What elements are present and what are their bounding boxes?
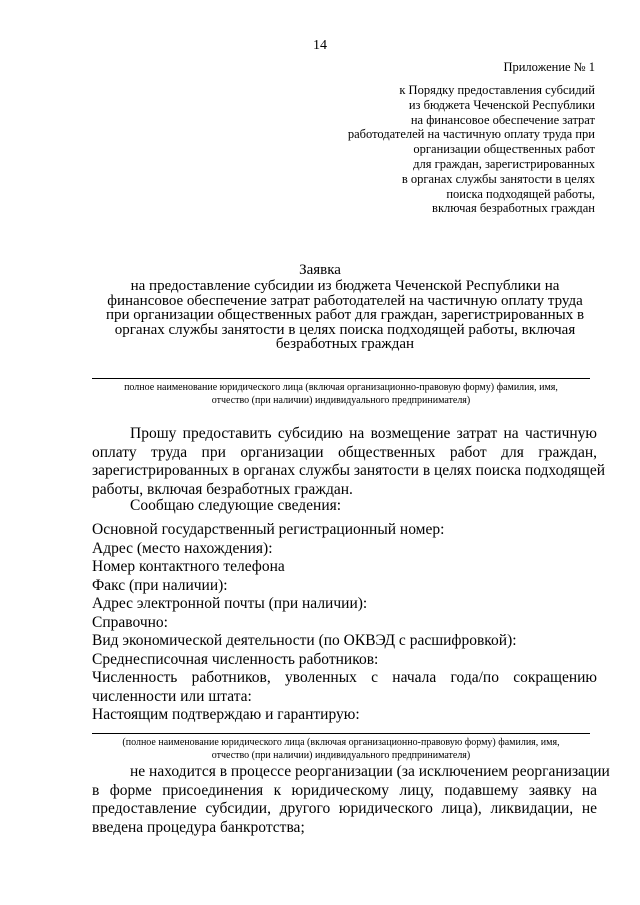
application-subtitle	[90, 279, 600, 352]
caption-line: отчество (при наличии) индивидуального предпринимателя)	[211, 750, 471, 761]
subtitle-line: финансовое обеспечение затрат работодателей на частичную оплату труда	[107, 292, 583, 309]
field-okved: Вид экономической деятельности (по ОКВЭД с расшифровкой):	[92, 632, 517, 649]
appendix-line: включая безработных граждан	[432, 201, 595, 216]
field-headcount: Среднесписочная численность работников:	[92, 650, 379, 668]
field-ogrn: Основной государственный регистрационный номер:	[92, 521, 445, 538]
caption-line: (полное наименование юридического лица (включая организационно-правовую форму) фамилия, имя,	[122, 737, 560, 748]
subtitle-line: безработных граждан	[275, 336, 415, 352]
field-fax: Факс (при наличии):	[92, 576, 228, 594]
field-email: Адрес электронной почты (при наличии):	[92, 595, 368, 612]
subtitle-line: на предоставление субсидии из бюджета Чеченской Республики на	[130, 278, 560, 294]
applicant-fields	[92, 521, 597, 725]
guarantor-name-caption	[92, 736, 590, 762]
application-title: Заявка	[299, 262, 341, 278]
guarantor-name-line	[92, 733, 590, 734]
field-reference: Справочно:	[92, 613, 168, 631]
appendix-line: к Порядку предоставления субсидий	[399, 83, 595, 97]
appendix-line: поиска подходящей работы,	[446, 186, 595, 201]
appendix-title: Приложение № 1	[503, 60, 595, 74]
info-intro	[92, 497, 597, 516]
field-dismissed-cont: численности или штата:	[92, 687, 252, 705]
reorganization-paragraph	[92, 763, 610, 837]
paragraph-line: не находится в процессе реорганизации (за исключением реорганизации	[130, 763, 610, 780]
subtitle-line: при организации общественных работ для граждан, зарегистрированных в	[105, 307, 585, 323]
applicant-name-line	[92, 378, 590, 379]
paragraph-line: Прошу предоставить субсидию на возмещение затрат на частичную	[130, 425, 597, 442]
paragraph-line: работы, включая безработных граждан.	[92, 480, 353, 498]
appendix-line: для граждан, зарегистрированных	[413, 156, 595, 171]
paragraph-line: введена процедура банкротства;	[92, 818, 305, 836]
paragraph-line: зарегистрированных в органах службы занятости в целях поиска подходящей	[92, 462, 606, 480]
appendix-line: работодателей на частичную оплату труда при	[347, 127, 595, 142]
info-intro-text: Сообщаю следующие сведения:	[130, 497, 342, 514]
appendix-line: из бюджета Чеченской Республики	[408, 97, 595, 112]
field-phone: Номер контактного телефона	[92, 558, 285, 575]
appendix-reference	[265, 83, 595, 216]
request-paragraph	[92, 425, 606, 499]
paragraph-line: предоставление субсидии, другого юридического лица), ликвидации, не	[92, 800, 597, 818]
appendix-line: организации общественных работ	[413, 142, 595, 157]
paragraph-line: оплату труда при организации общественных работ для граждан,	[92, 443, 597, 461]
caption-line: полное наименование юридического лица (включая организационно-правовую форму) фамилия, имя,	[124, 382, 558, 393]
paragraph-line: в форме присоединения к юридическому лицу, подавшему заявку на	[92, 781, 597, 799]
subtitle-line: органах службы занятости в целях поиска подходящей работы, включая	[114, 321, 576, 338]
appendix-line: в органах службы занятости в целях	[401, 171, 595, 186]
guarantee-line: Настоящим подтверждаю и гарантирую:	[92, 706, 360, 723]
field-dismissed: Численность работников, уволенных с начала года/по сокращению	[92, 669, 597, 686]
applicant-name-caption	[92, 381, 590, 407]
appendix-line: на финансовое обеспечение затрат	[410, 112, 595, 127]
caption-line: отчество (при наличии) индивидуального предпринимателя)	[211, 395, 471, 406]
page-number: 14	[313, 38, 327, 53]
field-address: Адрес (место нахождения):	[92, 539, 273, 557]
